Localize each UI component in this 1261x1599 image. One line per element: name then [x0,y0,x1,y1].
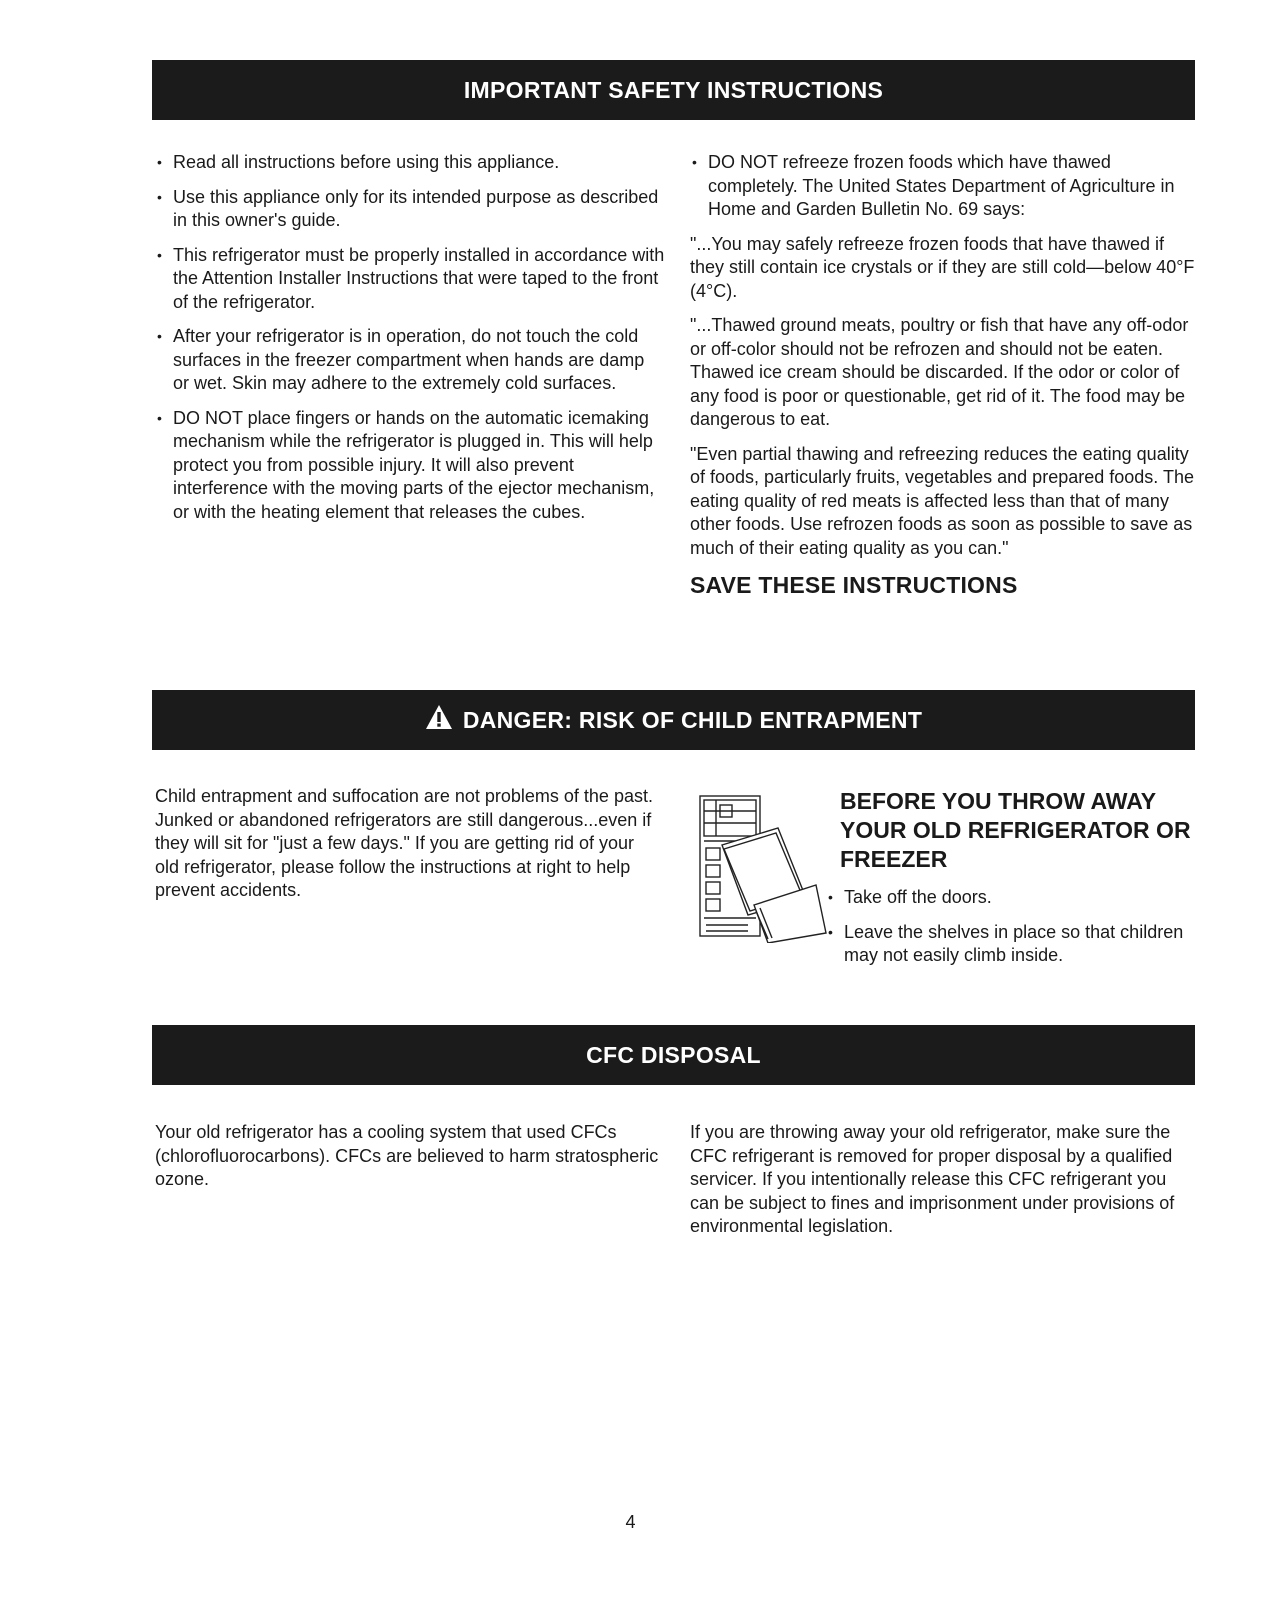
safety-left-list [155,151,665,524]
save-instructions-heading: SAVE THESE INSTRUCTIONS [690,572,1018,598]
page-number: 4 [625,1512,636,1532]
cfc-left-column [155,1121,660,1203]
safety-title: IMPORTANT SAFETY INSTRUCTIONS [463,76,884,103]
list-item: • Take off the doors. [826,886,1195,910]
list-item: • Use this appliance only for its intended purpose as described in this owner's guide. [155,186,665,233]
cfc-left-text: Your old refrigerator has a cooling system that used CFCs (chlorofluorocarbons). CFCs are believed to harm stratospheric ozone. [155,1122,659,1189]
before-throw-away-heading: BEFORE YOU THROW AWAY YOUR OLD REFRIGERATOR OR FREEZER [840,788,1191,872]
danger-banner [152,690,1195,750]
quote-paragraph: "...Thawed ground meats, poultry or fish that have any off-odor or off-color should not be refrozen and should not be eaten. Thawed ice cream should be discarded. If the odor or color of any food is poor or questionable, get rid of it. The food may be dangerous to eat. [690,315,1189,429]
refrigerator-illustration [698,793,828,943]
list-item: • DO NOT place fingers or hands on the automatic icemaking mechanism while the refrigerator is plugged in. This will help protect you from possible injury. It will also prevent interference with the moving parts of the ejector mechanism, or with the heating element that releases the cubes. [155,407,665,525]
quote-paragraph: "Even partial thawing and refreezing reduces the eating quality of foods, particularly fruits, vegetables and prepared foods. The eating quality of red meats is affected less than that of many other foods. Use refrozen foods as soon as possible to save as much of their eating quality as you can." [690,443,1194,558]
safety-right-list [690,151,1195,222]
warning-triangle-icon [425,704,453,736]
cfc-right-text: If you are throwing away your old refrigerator, make sure the CFC refrigerant is removed for proper disposal by a qualified servicer. If you intentionally release this CFC refrigerant you can be subject to fines and imprisonment under provisions of environmental legislation. [690,1122,1175,1236]
danger-list [826,886,1195,968]
list-item: • This refrigerator must be properly installed in accordance with the Attention Installer Instructions that were taped to the front of the refrigerator. [155,244,665,315]
list-item: • Read all instructions before using this appliance. [155,151,665,175]
safety-left-column [155,151,665,535]
cfc-title: CFC DISPOSAL [586,1041,761,1068]
list-item: • DO NOT refreeze frozen foods which have thawed completely. The United States Department of Agriculture in Home and Garden Bulletin No. 69 says: [690,151,1195,222]
danger-right-column [840,787,1195,979]
danger-title: DANGER: RISK OF CHILD ENTRAPMENT [462,706,923,733]
danger-left-column [155,785,655,914]
list-item: • Leave the shelves in place so that children may not easily climb inside. [826,921,1195,968]
list-item: • After your refrigerator is in operation, do not touch the cold surfaces in the freezer compartment when hands are damp or wet. Skin may adhere to the extremely cold surfaces. [155,325,665,396]
cfc-right-column [690,1121,1195,1250]
quote-paragraph: "...You may safely refreeze frozen foods that have thawed if they still contain ice crystals or if they are still cold—below 40°F (4°C). [690,233,1195,301]
safety-right-column [690,151,1195,598]
safety-banner [152,60,1195,120]
cfc-banner [152,1025,1195,1085]
danger-body: Child entrapment and suffocation are not problems of the past. Junked or abandoned refrigerators are still dangerous...even if they will sit for "just a few days." If you are getting rid of your old refrigerator, please follow the instructions at right to help prevent accidents. [155,786,653,900]
